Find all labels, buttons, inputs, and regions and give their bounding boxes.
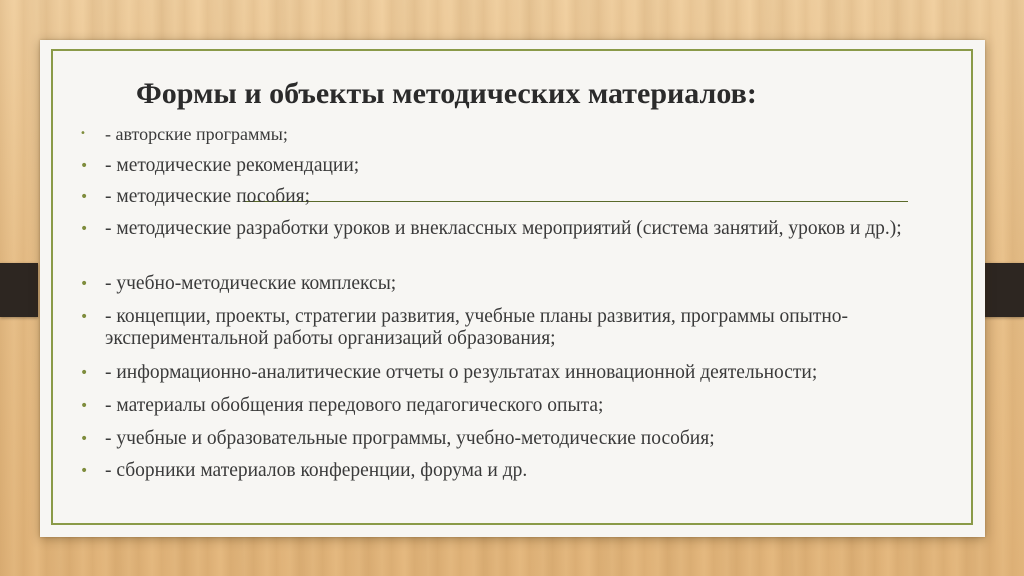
bullet-icon: • (80, 158, 89, 174)
bullet-icon: • (80, 431, 89, 447)
bullet-icon: • (80, 221, 89, 237)
bullet-icon: • (80, 365, 89, 381)
list-item-text: - методические разработки уроков и внеклассных мероприятий (система занятий, уроков и др.); (105, 218, 902, 239)
bullet-icon: • (80, 128, 86, 139)
list-item-text: - концепции, проекты, стратегии развития, учебные планы развития, программы опытно-экспериментальной работы организаций образования; (105, 306, 849, 349)
slide-title: Формы и объекты методических материалов: (136, 77, 757, 110)
bullet-icon: • (80, 276, 89, 292)
list-item-text: - информационно-аналитические отчеты о результатах инновационной деятельности; (105, 362, 818, 383)
list-item-text: - учебно-методические комплексы; (105, 273, 397, 294)
left-decorative-bar (0, 263, 38, 317)
bullet-icon: • (80, 309, 89, 325)
bullet-icon: • (80, 463, 89, 479)
list-item-text: - сборники материалов конференции, форума и др. (105, 460, 528, 481)
list-item-text: - материалы обобщения передового педагогического опыта; (105, 395, 604, 416)
list-item-text: - учебные и образовательные программы, учебно-методические пособия; (105, 428, 715, 449)
bullet-icon: • (80, 189, 89, 205)
list-item-text: - авторские программы; (105, 124, 288, 144)
slide-card (40, 40, 985, 537)
bullet-icon: • (80, 398, 89, 414)
list-item-text: - методические рекомендации; (105, 155, 360, 176)
list-item-text: - методические пособия; (105, 186, 311, 207)
